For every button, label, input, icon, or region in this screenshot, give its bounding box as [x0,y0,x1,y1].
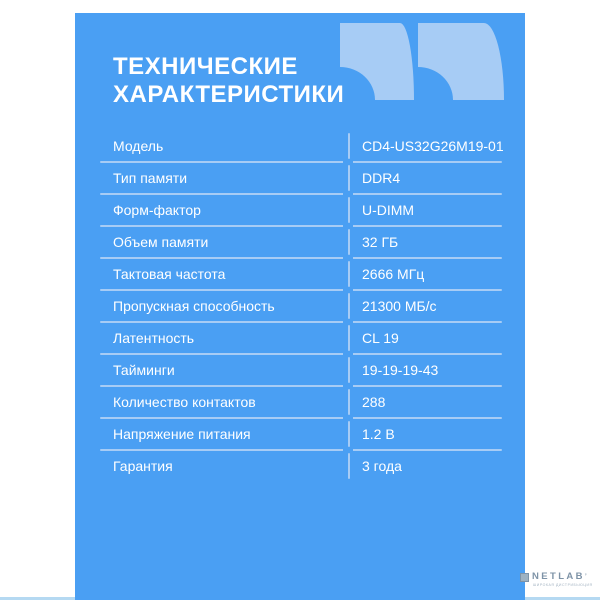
column-divider [348,229,350,255]
spec-value: 32 ГБ [362,234,399,250]
netlab-tagline: ШИРОКАЯ ДИСТРИБЬЮЦИЯ [533,583,593,587]
spec-value: DDR4 [362,170,401,186]
page-title-line2: ХАРАКТЕРИСТИКИ [113,81,345,108]
spec-row [75,386,525,418]
spec-label: Модель [113,138,164,154]
spec-value: CL 19 [362,330,399,346]
page-title-line1: ТЕХНИЧЕСКИЕ [113,53,298,80]
spec-row [75,226,525,258]
quote-mark-icon [340,23,414,101]
spec-label: Тактовая частота [113,266,226,282]
spec-label: Количество контактов [113,394,256,410]
netlab-square-icon [520,573,529,582]
spec-row [75,130,525,162]
spec-label: Латентность [113,330,195,346]
column-divider [348,261,350,287]
spec-label: Тайминги [113,362,175,378]
spec-value: 21300 МБ/с [362,298,437,314]
column-divider [348,197,350,223]
spec-row [75,322,525,354]
column-divider [348,357,350,383]
page-title [113,53,344,109]
spec-label: Объем памяти [113,234,209,250]
spec-label: Форм-фактор [113,202,201,218]
spec-row [75,450,525,482]
spec-label: Напряжение питания [113,426,251,442]
netlab-logo [520,572,598,587]
spec-row [75,290,525,322]
spec-row [75,258,525,290]
spec-value: U-DIMM [362,202,415,218]
column-divider [348,165,350,191]
spec-value: 3 года [362,458,402,474]
column-divider [348,453,350,479]
spec-value: CD4-US32G26M19-01 [362,138,504,154]
spec-label: Гарантия [113,458,173,474]
column-divider [348,325,350,351]
spec-row [75,354,525,386]
netlab-logo-lockup [520,572,598,582]
specs-table [75,130,525,482]
column-divider [348,133,350,159]
spec-value: 2666 МГц [362,266,425,282]
quote-mark-icon [418,23,504,101]
spec-card [75,13,525,600]
netlab-trademark: ’ [584,574,587,580]
spec-row [75,194,525,226]
spec-label: Пропускная способность [113,298,275,314]
column-divider [348,421,350,447]
column-divider [348,293,350,319]
column-divider [348,389,350,415]
netlab-brand-text: NETLAB’ [532,571,587,582]
spec-row [75,418,525,450]
spec-value: 19-19-19-43 [362,362,439,378]
spec-label: Тип памяти [113,170,188,186]
spec-row [75,162,525,194]
spec-value: 1.2 В [362,426,395,442]
spec-value: 288 [362,394,386,410]
